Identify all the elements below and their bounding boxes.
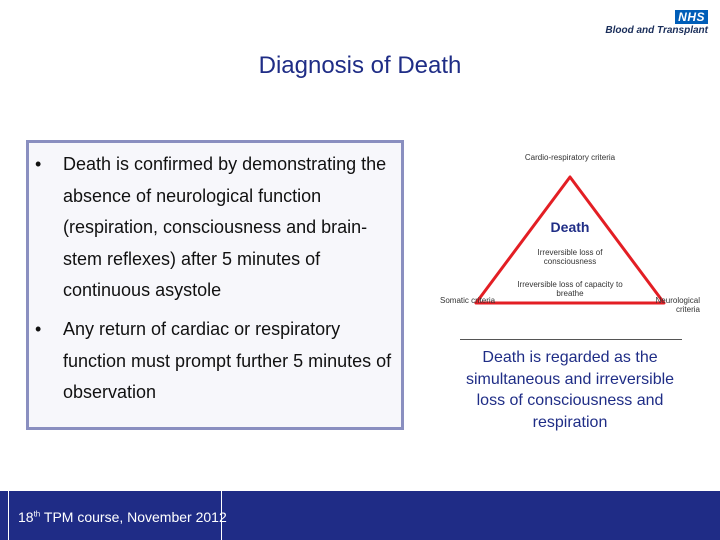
breathing-loss-label: Irreversible loss of capacity to breathe: [517, 280, 623, 298]
death-criteria-diagram: [440, 145, 700, 325]
nhs-badge: NHS: [675, 10, 708, 24]
footer-course: TPM course, November 2012: [40, 509, 227, 525]
neurological-criteria-label: Neurological criteria: [655, 296, 700, 314]
slide-title: Diagnosis of Death: [258, 52, 462, 79]
footer-box: [8, 491, 227, 540]
logo-text: Blood and Transplant: [605, 25, 708, 36]
nhsbt-logo: [590, 8, 712, 40]
caption-divider: [460, 339, 682, 340]
bullet-text: Any return of cardiac or respiratory function must prompt further 5 minutes of observation: [63, 319, 392, 402]
footer-text: [18, 509, 227, 525]
death-label: Death: [550, 219, 590, 235]
somatic-criteria-label: Somatic criteria: [440, 296, 496, 305]
diagram-caption: Death is regarded as the simultaneous and irreversible loss of consciousness and respiration: [465, 349, 675, 431]
bullet-item: [35, 314, 397, 409]
footer-ordinal: 18: [18, 509, 34, 525]
bullet-marker: •: [35, 154, 42, 174]
bullet-text: Death is confirmed by demonstrating the absence of neurological function (respiration, consciousness and brain-stem reflexes) after 5 minutes of continuous asystole: [63, 154, 387, 300]
bullet-marker: •: [35, 319, 42, 339]
footer-ordinal-suffix: th: [33, 509, 41, 519]
bullet-box: [26, 140, 404, 430]
consciousness-loss-label: Irreversible loss of consciousness: [537, 248, 603, 266]
bullet-item: [35, 149, 397, 307]
cardio-respiratory-label: Cardio-respiratory criteria: [524, 153, 616, 162]
